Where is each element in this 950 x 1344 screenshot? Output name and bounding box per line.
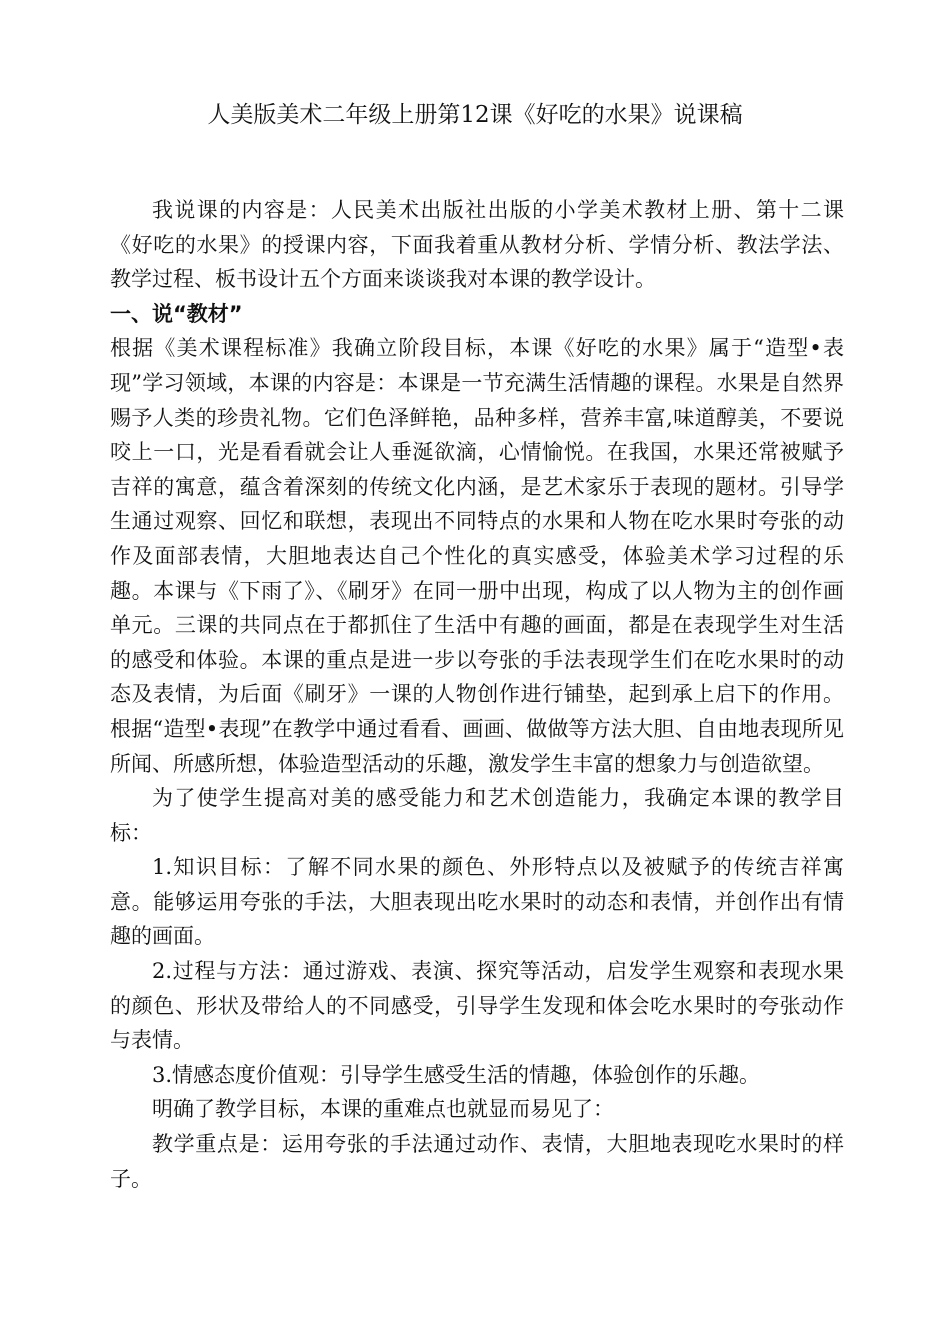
intro-paragraph: 我说课的内容是：人民美术出版社出版的小学美术教材上册、第十二课《好吃的水果》的授课内容，下面我着重从教材分析、学情分析、教法学法、教学过程、板书设计五个方面来谈谈我对本课的教学设计。	[110, 198, 844, 292]
goal-emotion-paragraph: 3.情感态度价值观：引导学生感受生活的情趣，体验创作的乐趣。	[152, 1062, 761, 1087]
page-title: 人美版美术二年级上册第12课《好吃的水果》说课稿	[207, 102, 743, 128]
goals-intro-paragraph: 为了使学生提高对美的感受能力和艺术创造能力，我确定本课的教学目标：	[110, 786, 844, 845]
section-heading-textbook: 一、说“教材”	[110, 301, 243, 326]
key-points-intro-paragraph: 明确了教学目标，本课的重难点也就显而易见了：	[152, 1097, 614, 1122]
document-body	[110, 193, 844, 1196]
key-point-paragraph: 教学重点是：运用夸张的手法通过动作、表情，大胆地表现吃水果时的样子。	[110, 1132, 844, 1191]
goal-knowledge-paragraph: 1.知识目标：了解不同水果的颜色、外形特点以及被赋予的传统吉祥寓意。能够运用夸张的手法，大胆表现出吃水果时的动态和表情，并创作出有情趣的画面。	[110, 855, 844, 949]
textbook-paragraph: 根据《美术课程标准》我确立阶段目标，本课《好吃的水果》属于“造型•表现”学习领域，本课的内容是：本课是一节充满生活情趣的课程。水果是自然界赐予人类的珍贵礼物。它们色泽鲜艳，品种多样，营养丰富,味道醇美，不要说咬上一口，光是看看就会让人垂涎欲滴，心情愉悦。在我国，水果还常被赋予吉祥的寓意，蕴含着深刻的传统文化内涵，是艺术家乐于表现的题材。引导学生通过观察、回忆和联想，表现出不同特点的水果和人物在吃水果时夸张的动作及面部表情，大胆地表达自己个性化的真实感受，体验美术学习过程的乐趣。本课与《下雨了》、《刷牙》在同一册中出现，构成了以人物为主的创作画单元。三课的共同点在于都抓住了生活中有趣的画面，都是在表现学生对生活的感受和体验。本课的重点是进一步以夸张的手法表现学生们在吃水果时的动态及表情，为后面《刷牙》一课的人物创作进行铺垫，起到承上启下的作用。根据“造型•表现”在教学中通过看看、画画、做做等方法大胆、自由地表现所见所闻、所感所想，体验造型活动的乐趣，激发学生丰富的想象力与创造欲望。	[110, 336, 844, 776]
goal-process-paragraph: 2.过程与方法：通过游戏、表演、探究等活动，启发学生观察和表现水果的颜色、形状及带给人的不同感受，引导学生发现和体会吃水果时的夸张动作与表情。	[110, 959, 844, 1053]
